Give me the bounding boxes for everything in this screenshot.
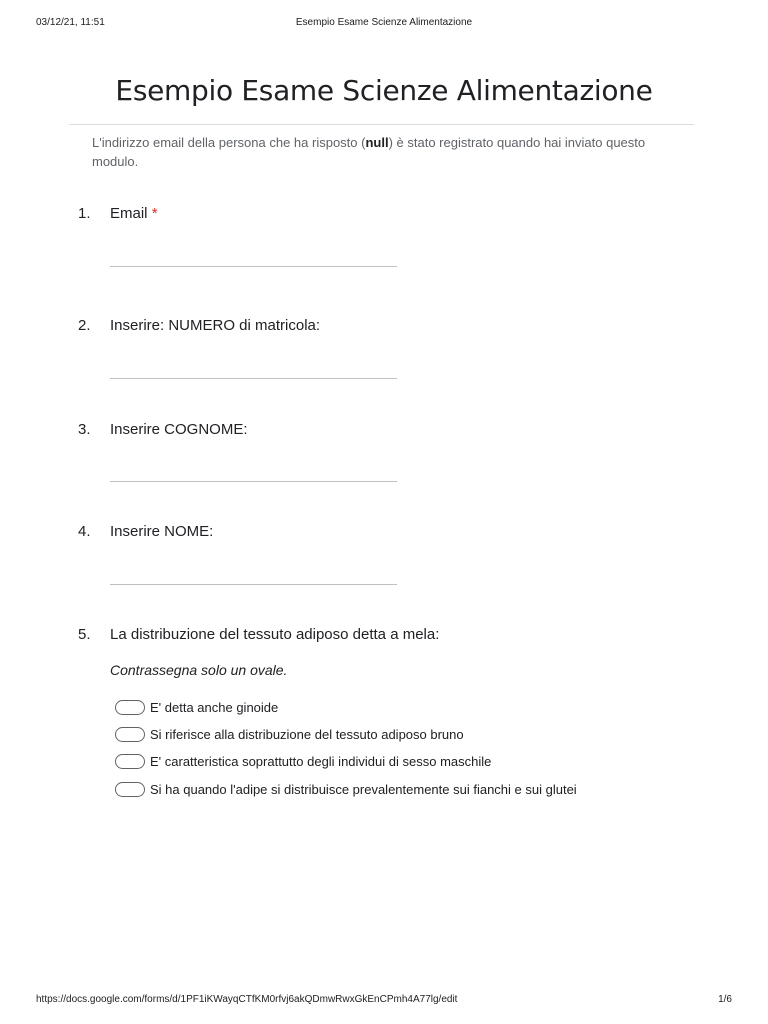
question-number: 2. — [78, 317, 91, 334]
email-answer-field[interactable] — [110, 266, 397, 267]
option-label: Si ha quando l'adipe si distribuisce prevalentemente sui fianchi e sui glutei — [150, 782, 577, 797]
email-notice-before: L'indirizzo email della persona che ha risposto ( — [92, 135, 366, 150]
question-text: Inserire COGNOME: — [110, 421, 248, 438]
page-number: 1/6 — [718, 994, 732, 1005]
question-number: 5. — [78, 626, 91, 643]
email-notice-null: null — [365, 135, 389, 150]
question-text — [110, 205, 158, 222]
required-star: * — [151, 205, 158, 222]
question-number: 1. — [78, 205, 91, 222]
radio-oval[interactable] — [115, 727, 145, 742]
email-notice-after: ) è stato registrato quando hai inviato questo modulo. — [92, 135, 646, 169]
page-url: https://docs.google.com/forms/d/1PF1iKWayqCTfKM0rfvj6akQDmwRwxGkEnCPmh4A77lg/edit — [36, 994, 458, 1005]
question-text: Inserire NOME: — [110, 523, 214, 540]
radio-oval[interactable] — [115, 754, 145, 769]
question-text: Inserire: NUMERO di matricola: — [110, 317, 321, 334]
option-label: Si riferisce alla distribuzione del tessuto adiposo bruno — [150, 727, 464, 742]
radio-oval[interactable] — [115, 782, 145, 797]
print-header-title: Esempio Esame Scienze Alimentazione — [295, 17, 473, 28]
cognome-answer-field[interactable] — [110, 481, 397, 482]
question-instruction: Contrassegna solo un ovale. — [110, 662, 288, 678]
print-datetime: 03/12/21, 11:51 — [36, 17, 105, 28]
question-label: Email — [110, 205, 148, 222]
print-header — [36, 17, 732, 31]
email-notice — [92, 133, 672, 171]
radio-oval[interactable] — [115, 700, 145, 715]
title-divider — [69, 124, 694, 125]
question-text: La distribuzione del tessuto adiposo detta a mela: — [110, 626, 440, 643]
question-number: 3. — [78, 421, 91, 438]
matricola-answer-field[interactable] — [110, 378, 397, 379]
option-label: E' detta anche ginoide — [150, 700, 279, 715]
option-label: E' caratteristica soprattutto degli individui di sesso maschile — [150, 754, 492, 769]
print-footer — [36, 994, 732, 1008]
nome-answer-field[interactable] — [110, 584, 397, 585]
form-title: Esempio Esame Scienze Alimentazione — [115, 74, 653, 107]
question-number: 4. — [78, 523, 91, 540]
